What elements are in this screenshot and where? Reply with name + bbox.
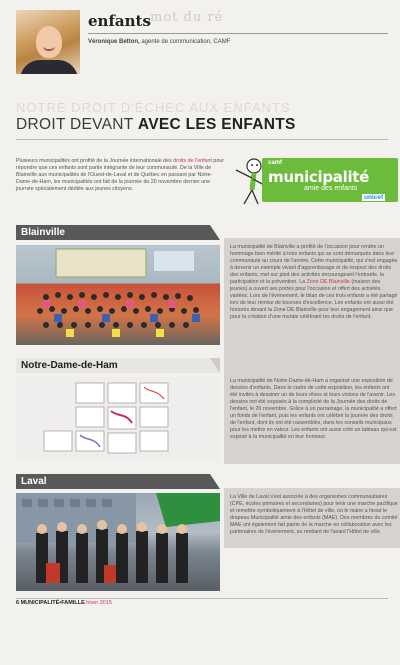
magazine-name: MUNICIPALITÉ•FAMILLE	[20, 600, 85, 606]
intro-paragraph: Plusieurs municipalités ont profité de la Journée internationale des droits de l'enfant pour répondre que ces enfants sont partie intégrante de leur communauté. De la Ville de Blainville aux municipalités de l'Ouest-de-Laval et de Québec en passant par Notre-Dame-de-Ham, les municipalités ont fait de la journée du 20 novembre dernier une journée spécialement dédiée aux jeunes citoyens.	[16, 158, 225, 192]
logo-wordmark: municipalité	[268, 168, 370, 186]
author-credit	[88, 39, 388, 45]
logo-tagline: amie des enfants	[304, 185, 358, 192]
laval-text: La Ville de Laval s'est associée à des organismes communautaires (CPE, écoles primaires et secondaires) pour tenir une marche pacifique et remettre symboliquement à l'Hôtel de ville, où le maire a hissé le drapeau Municipalité amie des enfants (MAE). Des membres du comité MAE ont également fait partie de la marche en collaboration avec les partenaires de l'événement, au mettant de l'avant l'Hôtel de ville.	[230, 494, 398, 535]
header-divider	[88, 33, 388, 34]
laval-group-photo	[16, 493, 220, 591]
author-role: agente de communication, CAMF	[139, 39, 231, 45]
title-ghost: NOTRE DROIT D'ÉCHEC AUX ENFANTS	[16, 100, 291, 115]
notre-dame-de-ham-text: La municipalité de Notre-Dame-de-Ham a organisé une exposition de dessins d'enfants. Dans le cadre de cette exposition, les enfants ont été invités à dessiner un de leurs rêves et leurs visions de l'avenir. Les dessins ont été exposés à la complicité de la Journée des droits de l'enfant, le 20 novembre. Grâce à un parrainage, la municipalité a offert un fonds de l'enfant, puis les enfants ont célébré la journée des droits de l'enfant, dont ils ont été rassemblés, dans les conseils municipaux pour les mettre en valeur. Les enfants ont aussi créé un tableau qui est exposé à la municipalité en leur honneur.	[230, 378, 397, 440]
blainville-text: La municipalité de Blainville a profité de l'occasion pour rendre un hommage bien mérité à trois enfants qui se sont démarqués dans leur communauté au cours de l'année. Cette municipalité, qui s'est engagée à devenir un exemple vivant d'apprentissage et de respect des droits des enfants, met sur pied des activités encourageant l'entraide, la participation et la prévention. La Zone DE Blainville (maison des jeunes) a ouvert ses portes pour l'occasion et offert des activités variées. Lors de l'événement, le bilan de ces trois enfants a été partagé lors de leur remise de bourses d'excellence. Les enfants ont aussi été honorés devant la Zone DE Blainville pour leur engagement ainsi que pour la création d'une murale célébrant les droits de l'enfant.	[230, 244, 398, 320]
page-footer	[16, 600, 112, 606]
children-group-illustration	[16, 245, 220, 345]
children-drawings-illustration	[16, 377, 220, 461]
laval-march-illustration	[16, 493, 220, 591]
issue-date: hiver 2015	[86, 600, 112, 606]
municipalite-amie-des-enfants-logo	[228, 152, 398, 210]
title-light: DROIT DEVANT	[16, 116, 138, 133]
section-bar-laval: Laval	[16, 474, 220, 489]
blainville-group-photo	[16, 245, 220, 345]
bleed-through-text: mot du ré	[150, 10, 224, 25]
notre-dame-de-ham-drawings-photo	[16, 377, 220, 461]
title-divider	[16, 139, 388, 140]
author-photo	[16, 10, 80, 74]
logo-camf: camf	[268, 160, 283, 166]
footer-divider	[16, 598, 388, 599]
section-bar-notre-dame-de-ham: Notre-Dame-de-Ham	[16, 358, 220, 373]
unicef-logo: unicef	[364, 194, 384, 201]
section-bar-blainville: Blainville	[16, 225, 220, 240]
title-bold: AVEC LES ENFANTS	[137, 116, 296, 133]
page-number: 6	[16, 600, 20, 606]
author-name: Véronique Betton,	[88, 39, 140, 45]
article-title	[16, 116, 296, 134]
section-tag: enfants	[88, 12, 151, 30]
